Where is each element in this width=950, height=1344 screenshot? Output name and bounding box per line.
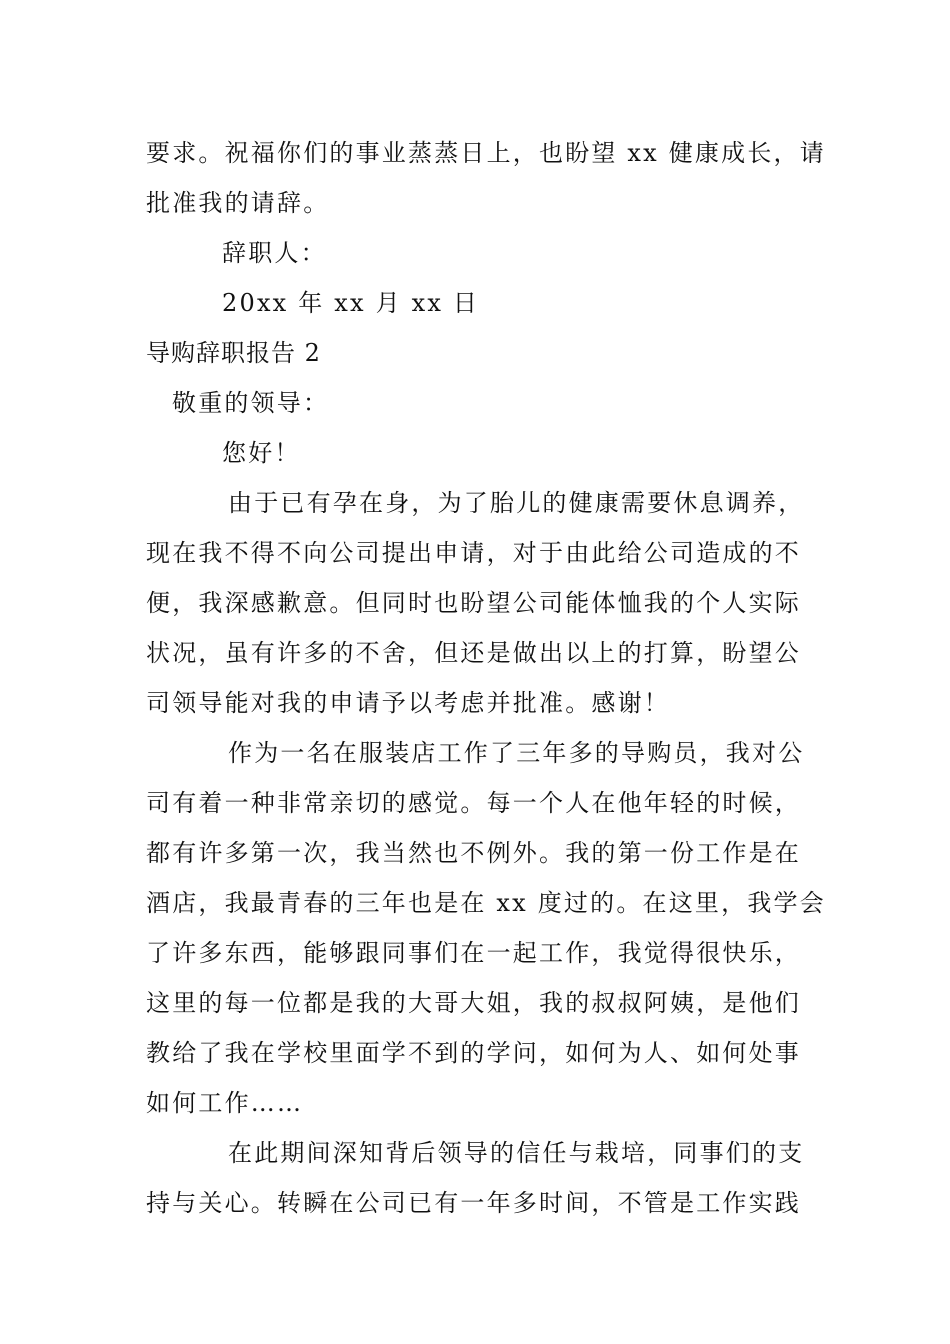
paragraph-3-line: 在此期间深知背后领导的信任与栽培，同事们的支 xyxy=(228,1139,805,1167)
signature-resigner: 辞职人： xyxy=(222,239,327,267)
paragraph-2-line: 这里的每一位都是我的大哥大姐，我的叔叔阿姨，是他们 xyxy=(146,989,801,1017)
greeting: 您好！ xyxy=(222,439,301,467)
salutation: 敬重的领导： xyxy=(172,389,330,417)
paragraph-1-line: 司领导能对我的申请予以考虑并批准。感谢！ xyxy=(146,689,670,717)
paragraph-2-line: 了许多东西，能够跟同事们在一起工作，我觉得很快乐， xyxy=(146,939,801,967)
paragraph-2-line: 如何工作…… xyxy=(146,1089,304,1117)
paragraph-3-line: 持与关心。转瞬在公司已有一年多时间，不管是工作实践 xyxy=(146,1189,801,1217)
paragraph-2-line: 酒店，我最青春的三年也是在 xx 度过的。在这里，我学会 xyxy=(146,889,826,917)
paragraph-1-line: 由于已有孕在身，为了胎儿的健康需要休息调养， xyxy=(228,489,805,517)
paragraph-2-line: 作为一名在服装店工作了三年多的导购员，我对公 xyxy=(228,739,805,767)
paragraph-1-line: 现在我不得不向公司提出申请，对于由此给公司造成的不 xyxy=(146,539,801,567)
section-title: 导购辞职报告 2 xyxy=(146,339,321,367)
text-line: 要求。祝福你们的事业蒸蒸日上，也盼望 xx 健康成长，请 xyxy=(146,139,826,167)
paragraph-1-line: 状况，虽有许多的不舍，但还是做出以上的打算，盼望公 xyxy=(146,639,801,667)
signature-date: 20xx 年 xx 月 xx 日 xyxy=(222,289,480,317)
paragraph-2-line: 司有着一种非常亲切的感觉。每一个人在他年轻的时候， xyxy=(146,789,801,817)
text-line: 批准我的请辞。 xyxy=(146,189,330,217)
paragraph-1-line: 便，我深感歉意。但同时也盼望公司能体恤我的个人实际 xyxy=(146,589,801,617)
paragraph-2-line: 都有许多第一次，我当然也不例外。我的第一份工作是在 xyxy=(146,839,801,867)
paragraph-2-line: 教给了我在学校里面学不到的学问，如何为人、如何处事 xyxy=(146,1039,801,1067)
